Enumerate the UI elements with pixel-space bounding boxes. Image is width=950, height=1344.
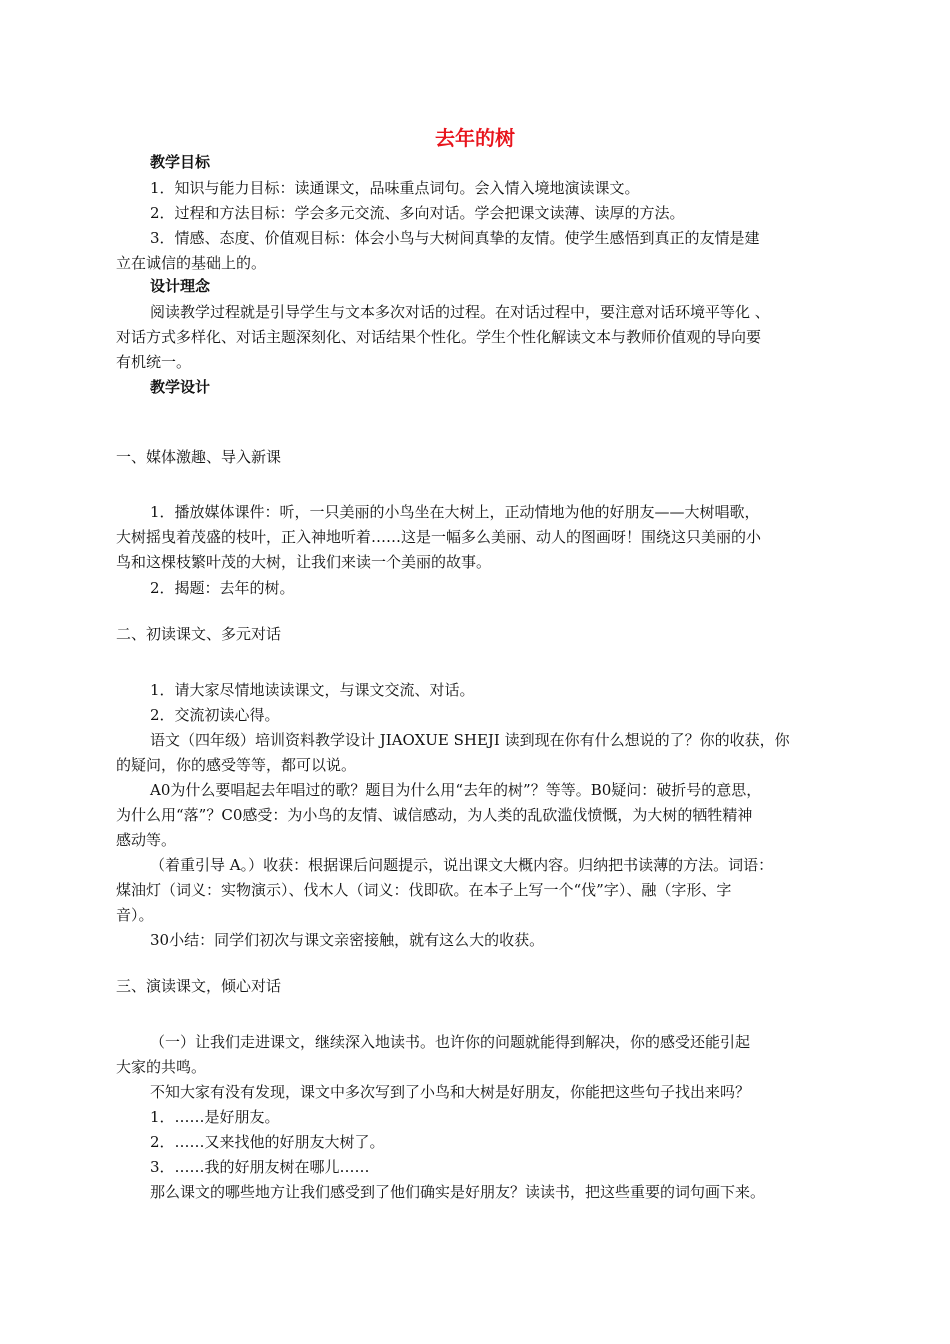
objective-item: 3．情感、态度、价值观目标：体会小鸟与大树间真挚的友情。使学生感悟到真正的友情是建 <box>150 229 760 247</box>
concept-line: 阅读教学过程就是引导学生与文本多次对话的过程。在对话过程中，要注意对话环境平等化 、 <box>150 303 770 321</box>
section-heading: 三、演读课文，倾心对话 <box>116 977 282 995</box>
page-title: 去年的树 <box>435 126 515 150</box>
section-heading: 一、媒体激趣、导入新课 <box>116 448 282 466</box>
section2-line: 2．交流初读心得。 <box>150 706 280 724</box>
concept-line: 有机统一。 <box>116 353 192 371</box>
section2-line: 30小结：同学们初次与课文亲密接触，就有这么大的收获。 <box>150 931 545 949</box>
section2-line: 语文（四年级）培训资料教学设计 JIAOXUE SHEJI 读到现在你有什么想说的了？你的收获，你 <box>150 731 790 749</box>
concept-heading: 设计理念 <box>150 277 211 295</box>
section2-line: 音）。 <box>116 906 154 924</box>
section2-line: 的疑问，你的感受等等，都可以说。 <box>116 756 357 774</box>
section1-line: 鸟和这棵枝繁叶茂的大树，让我们来读一个美丽的故事。 <box>116 553 492 571</box>
objective-item: 1．知识与能力目标：读通课文，品味重点词句。会入情入境地演读课文。 <box>150 179 640 197</box>
section3-line: 那么课文的哪些地方让我们感受到了他们确实是好朋友？读读书，把这些重要的词句画下来。 <box>150 1183 766 1201</box>
objectives-heading: 教学目标 <box>150 153 211 171</box>
section3-line: 1．……是好朋友。 <box>150 1108 280 1126</box>
objective-item: 立在诚信的基础上的。 <box>116 254 267 272</box>
section3-line: （一）让我们走进课文，继续深入地读书。也许你的问题就能得到解决，你的感受还能引起 <box>150 1033 751 1051</box>
section1-line: 2．揭题：去年的树。 <box>150 579 295 597</box>
section2-line: 为什么用“落”？C0感受：为小鸟的友情、诚信感动，为人类的乱砍滥伐愤慨，为大树的牺牲精神 <box>116 806 753 824</box>
design-heading: 教学设计 <box>150 378 211 396</box>
section2-line: （着重引导 A。）收获：根据课后问题提示，说出课文大概内容。归纳把书读薄的方法。词语： <box>150 856 774 874</box>
objective-item: 2．过程和方法目标：学会多元交流、多向对话。学会把课文读薄、读厚的方法。 <box>150 204 685 222</box>
section2-line: 1．请大家尽情地读读课文，与课文交流、对话。 <box>150 681 475 699</box>
concept-line: 对话方式多样化、对话主题深刻化、对话结果个性化。学生个性化解读文本与教师价值观的导向要 <box>116 328 762 346</box>
section-heading: 二、初读课文、多元对话 <box>116 625 282 643</box>
section3-line: 3．……我的好朋友树在哪儿…… <box>150 1158 370 1176</box>
section3-line: 不知大家有没有发现，课文中多次写到了小鸟和大树是好朋友，你能把这些句子找出来吗？ <box>150 1083 751 1101</box>
section1-line: 大树摇曳着茂盛的枝叶，正入神地听着……这是一幅多么美丽、动人的图画呀！围绕这只美丽的小 <box>116 528 762 546</box>
section2-line: 煤油灯（词义：实物演示）、伐木人（词义：伐即砍。在本子上写一个“伐”字）、融（字形、字 <box>116 881 732 899</box>
section3-line: 2．……又来找他的好朋友大树了。 <box>150 1133 385 1151</box>
section3-line: 大家的共鸣。 <box>116 1058 207 1076</box>
section1-line: 1．播放媒体课件：听，一只美丽的小鸟坐在大树上，正动情地为他的好朋友——大树唱歌， <box>150 503 760 521</box>
section2-line: 感动等。 <box>116 831 177 849</box>
section2-line: A0为什么要唱起去年唱过的歌？题目为什么用“去年的树”？等等。B0疑问：破折号的意思， <box>150 781 762 799</box>
